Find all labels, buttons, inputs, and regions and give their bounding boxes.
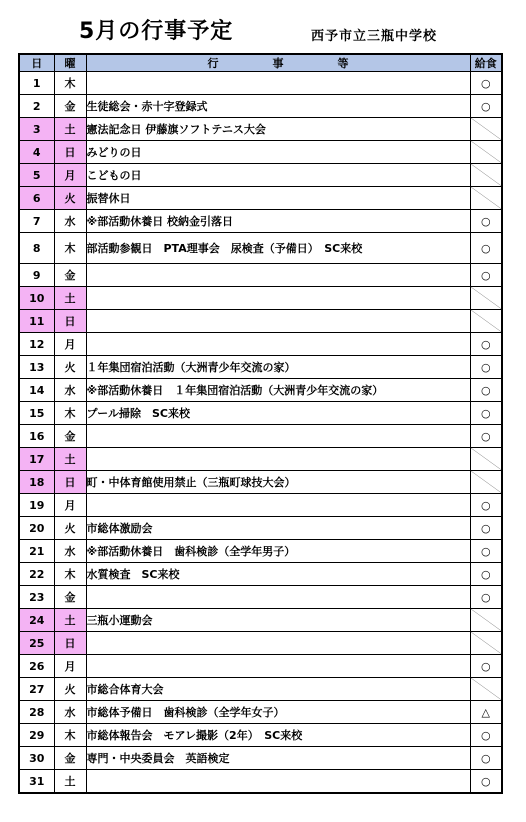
- day-cell: 8: [19, 233, 54, 264]
- meal-cell: ○: [470, 95, 502, 118]
- day-cell: 26: [19, 655, 54, 678]
- table-row: [19, 678, 502, 701]
- weekday-cell: 月: [54, 494, 86, 517]
- weekday-cell: 水: [54, 379, 86, 402]
- event-cell: 部活動参観日 PTA理事会 尿検査（予備日） SC来校: [86, 233, 470, 264]
- table-row: [19, 95, 502, 118]
- table-row: [19, 586, 502, 609]
- table-row: [19, 187, 502, 210]
- weekday-cell: 金: [54, 95, 86, 118]
- meal-cell: [470, 471, 502, 494]
- event-cell: 町・中体育館使用禁止（三瓶町球技大会）: [86, 471, 470, 494]
- event-cell: ※部活動休養日 １年集団宿泊活動（大洲青少年交流の家）: [86, 379, 470, 402]
- day-cell: 17: [19, 448, 54, 471]
- no-meal-slash: [471, 448, 502, 470]
- event-cell: 水質検査 SC来校: [86, 563, 470, 586]
- header-day: 日: [19, 54, 54, 72]
- day-cell: 28: [19, 701, 54, 724]
- day-cell: 4: [19, 141, 54, 164]
- day-cell: 1: [19, 72, 54, 95]
- day-cell: 21: [19, 540, 54, 563]
- no-meal-slash: [471, 141, 502, 163]
- table-row: [19, 609, 502, 632]
- event-cell: [86, 632, 470, 655]
- table-row: [19, 701, 502, 724]
- table-row: [19, 448, 502, 471]
- weekday-cell: 火: [54, 356, 86, 379]
- event-cell: [86, 425, 470, 448]
- no-meal-slash: [471, 471, 502, 493]
- weekday-cell: 水: [54, 540, 86, 563]
- event-cell: 専門・中央委員会 英語検定: [86, 747, 470, 770]
- header-row: [19, 54, 502, 72]
- table-row: [19, 310, 502, 333]
- event-cell: [86, 770, 470, 794]
- meal-cell: [470, 448, 502, 471]
- table-row: [19, 402, 502, 425]
- weekday-cell: 木: [54, 563, 86, 586]
- page-title: 5月の行事予定: [79, 19, 234, 44]
- header-events-char: 事: [272, 57, 284, 70]
- schedule-table: [18, 53, 503, 794]
- meal-cell: ○: [470, 402, 502, 425]
- day-cell: 18: [19, 471, 54, 494]
- weekday-cell: 木: [54, 72, 86, 95]
- meal-cell: [470, 187, 502, 210]
- meal-cell: ○: [470, 494, 502, 517]
- table-row: [19, 141, 502, 164]
- meal-cell: [470, 141, 502, 164]
- event-cell: みどりの日: [86, 141, 470, 164]
- meal-cell: ○: [470, 264, 502, 287]
- meal-cell: ○: [470, 379, 502, 402]
- table-row: [19, 233, 502, 264]
- table-row: [19, 563, 502, 586]
- meal-cell: ○: [470, 586, 502, 609]
- day-cell: 23: [19, 586, 54, 609]
- weekday-cell: 金: [54, 586, 86, 609]
- weekday-cell: 木: [54, 402, 86, 425]
- weekday-cell: 日: [54, 632, 86, 655]
- event-cell: プール掃除 SC来校: [86, 402, 470, 425]
- header-events: [86, 54, 470, 72]
- meal-cell: [470, 310, 502, 333]
- meal-cell: ○: [470, 747, 502, 770]
- weekday-cell: 月: [54, 164, 86, 187]
- weekday-cell: 金: [54, 264, 86, 287]
- weekday-cell: 火: [54, 517, 86, 540]
- school-name: 西予市立三瓶中学校: [311, 29, 438, 44]
- event-cell: [86, 72, 470, 95]
- event-cell: ※部活動休養日 歯科検診（全学年男子）: [86, 540, 470, 563]
- weekday-cell: 土: [54, 448, 86, 471]
- day-cell: 6: [19, 187, 54, 210]
- meal-cell: ○: [470, 770, 502, 794]
- table-row: [19, 425, 502, 448]
- meal-cell: ○: [470, 333, 502, 356]
- event-cell: [86, 287, 470, 310]
- no-meal-slash: [471, 678, 502, 700]
- weekday-cell: 木: [54, 724, 86, 747]
- weekday-cell: 水: [54, 210, 86, 233]
- event-cell: こどもの日: [86, 164, 470, 187]
- weekday-cell: 月: [54, 655, 86, 678]
- meal-cell: [470, 678, 502, 701]
- meal-cell: ○: [470, 233, 502, 264]
- event-cell: 生徒総会・赤十字登録式: [86, 95, 470, 118]
- day-cell: 24: [19, 609, 54, 632]
- no-meal-slash: [471, 164, 502, 186]
- event-cell: 市総体報告会 モアレ撮影（2年） SC来校: [86, 724, 470, 747]
- meal-cell: ○: [470, 724, 502, 747]
- day-cell: 30: [19, 747, 54, 770]
- weekday-cell: 土: [54, 609, 86, 632]
- day-cell: 22: [19, 563, 54, 586]
- day-cell: 13: [19, 356, 54, 379]
- meal-cell: [470, 609, 502, 632]
- day-cell: 25: [19, 632, 54, 655]
- weekday-cell: 木: [54, 233, 86, 264]
- meal-cell: ○: [470, 517, 502, 540]
- day-cell: 27: [19, 678, 54, 701]
- meal-cell: ○: [470, 356, 502, 379]
- event-cell: [86, 310, 470, 333]
- meal-cell: ○: [470, 72, 502, 95]
- day-cell: 9: [19, 264, 54, 287]
- meal-cell: [470, 632, 502, 655]
- no-meal-slash: [471, 118, 502, 140]
- meal-cell: [470, 164, 502, 187]
- table-row: [19, 655, 502, 678]
- header-events-char: 等: [337, 57, 349, 70]
- table-row: [19, 770, 502, 794]
- no-meal-slash: [471, 310, 502, 332]
- day-cell: 12: [19, 333, 54, 356]
- weekday-cell: 月: [54, 333, 86, 356]
- event-cell: 市総体予備日 歯科検診（全学年女子）: [86, 701, 470, 724]
- meal-cell: ○: [470, 655, 502, 678]
- meal-cell: ○: [470, 210, 502, 233]
- day-cell: 16: [19, 425, 54, 448]
- table-row: [19, 494, 502, 517]
- weekday-cell: 金: [54, 747, 86, 770]
- day-cell: 5: [19, 164, 54, 187]
- header-weekday: 曜: [54, 54, 86, 72]
- table-row: [19, 210, 502, 233]
- event-cell: 市総合体育大会: [86, 678, 470, 701]
- weekday-cell: 土: [54, 770, 86, 794]
- table-row: [19, 333, 502, 356]
- table-row: [19, 471, 502, 494]
- day-cell: 10: [19, 287, 54, 310]
- event-cell: [86, 494, 470, 517]
- weekday-cell: 火: [54, 678, 86, 701]
- event-cell: ※部活動休養日 校納金引落日: [86, 210, 470, 233]
- day-cell: 19: [19, 494, 54, 517]
- event-cell: 市総体激励会: [86, 517, 470, 540]
- event-cell: [86, 333, 470, 356]
- no-meal-slash: [471, 187, 502, 209]
- event-cell: １年集団宿泊活動（大洲青少年交流の家）: [86, 356, 470, 379]
- table-row: [19, 264, 502, 287]
- no-meal-slash: [471, 287, 502, 309]
- meal-cell: ○: [470, 563, 502, 586]
- event-cell: 三瓶小運動会: [86, 609, 470, 632]
- event-cell: [86, 655, 470, 678]
- table-row: [19, 540, 502, 563]
- day-cell: 11: [19, 310, 54, 333]
- meal-cell: ○: [470, 425, 502, 448]
- table-row: [19, 517, 502, 540]
- table-row: [19, 724, 502, 747]
- day-cell: 14: [19, 379, 54, 402]
- table-row: [19, 287, 502, 310]
- table-row: [19, 164, 502, 187]
- weekday-cell: 土: [54, 287, 86, 310]
- table-row: [19, 379, 502, 402]
- weekday-cell: 日: [54, 141, 86, 164]
- meal-cell: [470, 287, 502, 310]
- weekday-cell: 日: [54, 310, 86, 333]
- day-cell: 2: [19, 95, 54, 118]
- event-cell: [86, 586, 470, 609]
- table-row: [19, 747, 502, 770]
- event-cell: 憲法記念日 伊藤旗ソフトテニス大会: [86, 118, 470, 141]
- table-row: [19, 632, 502, 655]
- weekday-cell: 水: [54, 701, 86, 724]
- day-cell: 29: [19, 724, 54, 747]
- event-cell: 振替休日: [86, 187, 470, 210]
- day-cell: 3: [19, 118, 54, 141]
- weekday-cell: 金: [54, 425, 86, 448]
- no-meal-slash: [471, 609, 502, 631]
- day-cell: 15: [19, 402, 54, 425]
- table-row: [19, 356, 502, 379]
- weekday-cell: 火: [54, 187, 86, 210]
- day-cell: 7: [19, 210, 54, 233]
- day-cell: 31: [19, 770, 54, 794]
- meal-cell: △: [470, 701, 502, 724]
- meal-cell: ○: [470, 540, 502, 563]
- weekday-cell: 土: [54, 118, 86, 141]
- header-events-char: 行: [207, 57, 219, 70]
- weekday-cell: 日: [54, 471, 86, 494]
- table-row: [19, 118, 502, 141]
- no-meal-slash: [471, 632, 502, 654]
- event-cell: [86, 448, 470, 471]
- day-cell: 20: [19, 517, 54, 540]
- event-cell: [86, 264, 470, 287]
- meal-cell: [470, 118, 502, 141]
- table-row: [19, 72, 502, 95]
- header-meal: 給食: [470, 54, 502, 72]
